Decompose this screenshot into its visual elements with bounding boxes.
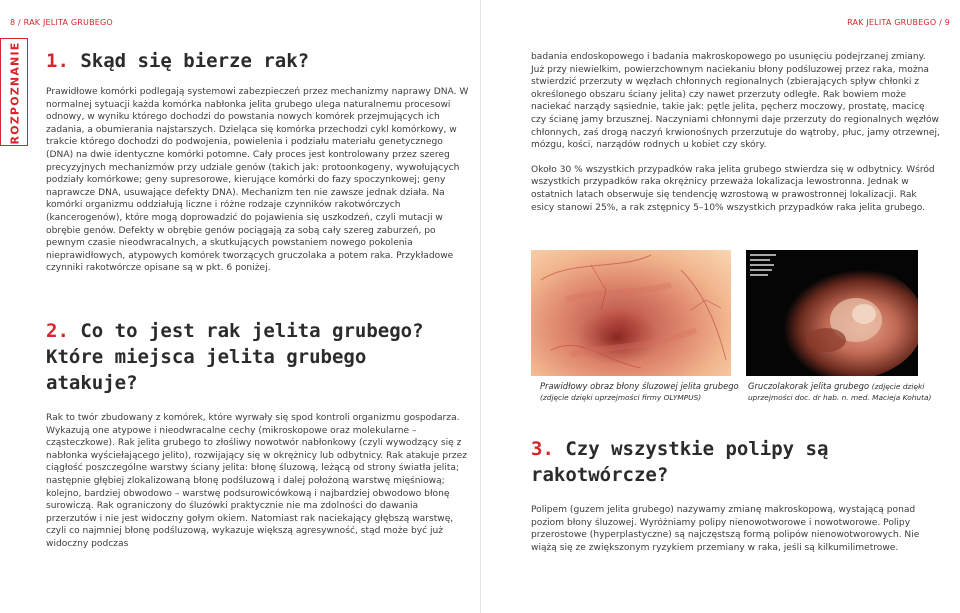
- figure-1-note: (zdjęcie dzięki uprzejmości firmy OLYMPUS): [540, 393, 702, 402]
- section-2-body: [46, 412, 471, 551]
- section-2-continued-paragraph-1: badania endoskopowego i badania makroskopowego po usunięciu podejrzanej zmiany. Już przy niewielkim, powierzchownym naciekaniu błony podśluzowej przez raka, można stwierdzić przerzuty w węzłach chłonnych regionalnych (zbierających spływ chłonki z określonego obszaru ściany jelita) czy nawet przerzuty odległe. Rak bowiem może naciekać narządy sąsiednie, takie jak: pętle jelita, pęcherz moczowy, prostatę, macicę czy ścianę jamy brzusznej. Naczyniami chłonnymi daje przerzuty do regionalnych węzłów chłonnych, zaś drogą naczyń krwionośnych przerzutuje do wątroby, płuc, jamy otrzewnej, mózgu, kości, narządów rodnych u kobiet czy skóry.: [531, 52, 940, 151]
- section-1-number: 1.: [46, 50, 69, 72]
- section-2-heading: [46, 318, 466, 396]
- figure-1-caption: [540, 381, 740, 403]
- section-2-title: Co to jest rak jelita grubego? Które miejsca jelita grubego atakuje?: [46, 320, 424, 394]
- running-header-right: RAK JELITA GRUBEGO / 9: [847, 18, 950, 27]
- section-3-paragraph: Polipem (guzem jelita grubego) nazywamy zmianę makroskopową, wystającą ponad poziom błony śluzowej. Wyróżniamy polipy nienowotworowe i nowotworowe. Polipy przerostowe (hyperplastyczne) są najczęstszą formą polipów nienowotworowych. Nie wiążą się ze zwiększonym ryzykiem przemiany w raka, jeśli są kilkumilimetrowe.: [531, 505, 920, 553]
- section-1-title: Skąd się bierze rak?: [80, 50, 310, 72]
- section-1-heading: [46, 50, 309, 72]
- section-3-title: Czy wszystkie polipy są rakotwórcze?: [531, 438, 829, 486]
- section-3-heading: [531, 436, 931, 488]
- figure-2-note: (zdjęcie dzięki uprzejmości doc. dr hab. n. med. Macieja Kohuta): [748, 382, 932, 402]
- figure-2-title: Gruczolakorak jelita grubego: [748, 381, 870, 391]
- section-1-body: [46, 86, 471, 275]
- section-2-continued-body: [531, 51, 941, 214]
- normal-mucosa-photo: [531, 250, 731, 376]
- section-3-number: 3.: [531, 438, 554, 460]
- page-divider: [480, 0, 481, 613]
- figure-2-caption: [748, 381, 948, 403]
- section-2-continued-paragraph-2: Około 30 % wszystkich przypadków raka jelita grubego stwierdza się w odbytnicy. Wśród wszystkich przypadków raka okrężnicy przeważa lokalizacja lewostronna. Jednak w ostatnich latach obserwuje się tendencję wzrostową w prawostronnej lokalizacji. Rak esicy stanowi 25%, a rak zstępnicy 5–10% wszystkich przypadków raka jelita grubego.: [531, 164, 935, 213]
- figure-1-title: Prawidłowy obraz błony śluzowej jelita grubego: [540, 381, 739, 391]
- running-header-left: 8 / RAK JELITA GRUBEGO: [10, 18, 113, 27]
- adenocarcinoma-photo: [746, 250, 918, 376]
- section-1-paragraph: Prawidłowe komórki podlegają systemowi zabezpieczeń przez mechanizmy naprawy DNA. W normalnej sytuacji każda komórka nabłonka jelita grubego ulega naturalnemu procesowi odnowy, w wyniku którego dochodzi do powstania nowych komórek przejmujących ich zadania, a obumierania najstarszych. Dzieląca się komórka przechodzi cykl komórkowy, w trakcie którego dochodzi do podwojenia, powielenia i podziału materiału genetycznego (DNA) na dwie identyczne komórki potomne. Cały proces jest kontrolowany przez szereg precyzyjnych mechanizmów przy udziale genów (takich jak: protoonkogeny, wywołujących podziały komórkowe; geny supresorowe, kierujące komórki do fazy spoczynkowej; geny naprawcze DNA, usuwające defekty DNA). Mechanizm ten nie zawsze jednak działa. Na komórki organizmu oddziałują liczne i różne rodzaje czynników rakotwórczych (kancerogenów), które mogą doprowadzić do pojawienia się uszkodzeń, czyli mutacji w obrębie genów. Defekty w obrębie genów pociągają za sobą cały szereg zaburzeń, po pewnym czasie nieodwracalnych, a skutkujących powstaniem nowego pokolenia nieprawidłowych, atypowych komórek tworzących gruczolaka a potem raka. Przykładowe czynniki rakotwórcze opisane są w pkt. 6 poniżej.: [46, 87, 469, 274]
- section-2-number: 2.: [46, 320, 69, 342]
- section-tab-label: ROZPOZNANIE: [8, 41, 22, 145]
- section-tab: [0, 38, 28, 146]
- section-2-paragraph: Rak to twór zbudowany z komórek, które wyrwały się spod kontroli organizmu gospodarza. Wykazują one atypowe i nieodwracalne cechy (mikroskopowe oraz molekularne – cząsteczkowe). Rak jelita grubego to złośliwy nowotwór nabłonkowy (czyli wywodzący się z nabłonka wyściełającego jelito), rozwijający się w okrężnicy lub odbytnicy. Rak atakuje przez ciągłość poszczególne warstwy ściany jelita: błonę śluzową, leżącą od strony światła jelita; następnie głębiej zlokalizowaną błonę podśluzową i dalej położoną warstwę mięśniową; kolejno, bardziej obwodowo – warstwę podsurowicówkową i najbardziej obwodowo błonę surowiczą. Rak ograniczony do śluzówki praktycznie nie ma zdolności do dawania przerzutów i nie jest widoczny gołym okiem. Natomiast rak naciekający głębszą warstwę, czyli co najmniej błonę podśluzową, wykazuje większą agresywność, stąd może być już widoczny podczas: [46, 413, 468, 549]
- section-3-body: [531, 504, 941, 554]
